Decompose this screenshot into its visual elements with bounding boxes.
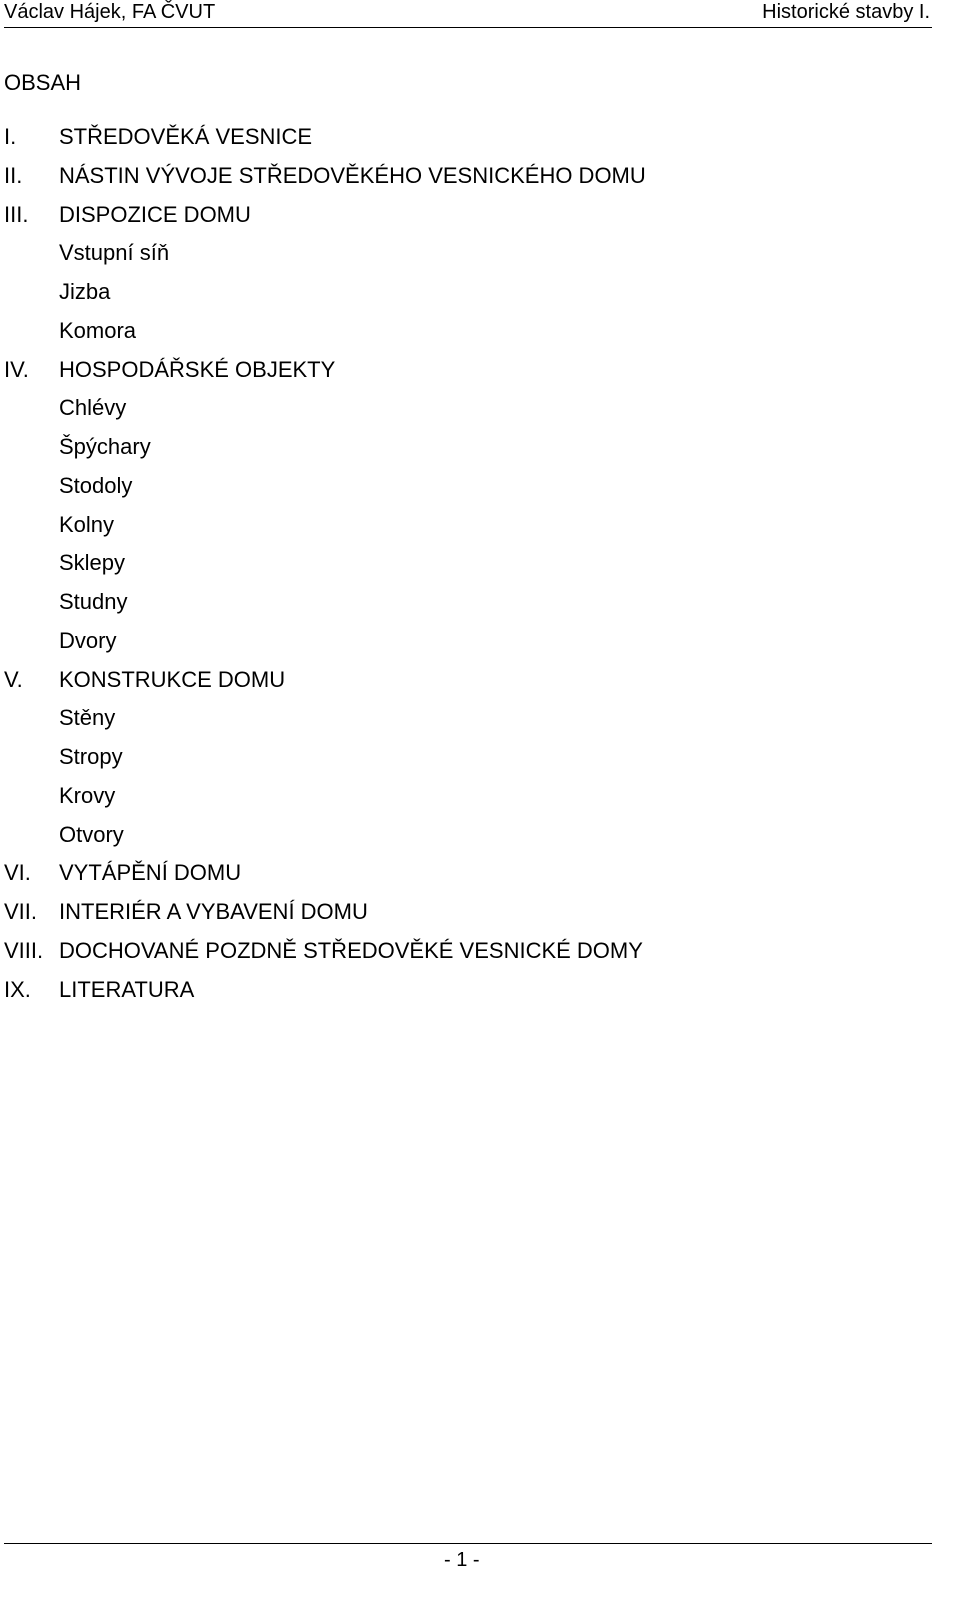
toc-entry-number: IX. (4, 976, 31, 1002)
toc-subentry-text: Otvory (59, 821, 124, 847)
toc-subentry-text: Kolny (59, 511, 115, 537)
toc-subentry-text: Jizba (59, 279, 111, 304)
toc-subentry-text: Špýchary (59, 434, 151, 459)
toc-entry-text: LITERATURA (59, 976, 195, 1002)
page-number: - 1 - (444, 1549, 480, 1571)
toc-entry-text: INTERIÉR A VYBAVENÍ DOMU (59, 899, 368, 924)
toc-entry-text: KONSTRUKCE DOMU (59, 666, 286, 692)
toc-entry-text: STŘEDOVĚKÁ VESNICE (59, 124, 313, 149)
toc-title: OBSAH (4, 70, 82, 95)
toc-entry-number: VIII. (4, 937, 44, 963)
toc-subentry-text: Stodoly (59, 472, 133, 498)
toc-entry-number: VII. (4, 899, 38, 924)
toc-entry-number: I. (4, 124, 17, 149)
toc-subentry-text: Dvory (59, 627, 117, 653)
toc-subentry-text: Sklepy (59, 550, 126, 576)
toc-subentry-text: Vstupní síň (59, 240, 170, 266)
toc-entry-number: V. (4, 666, 23, 692)
toc-subentry-text: Stropy (59, 744, 123, 769)
toc-entry-text: NÁSTIN VÝVOJE STŘEDOVĚKÉHO VESNICKÉHO DOMU (59, 162, 646, 188)
toc-entry-text: DISPOZICE DOMU (59, 201, 251, 227)
toc-subentry-text: Stěny (59, 705, 116, 731)
header-course-title: Historické stavby I. (762, 1, 930, 23)
toc-subentry-text: Komora (59, 317, 137, 343)
toc-entry-number: II. (4, 162, 23, 188)
toc-entry-text: HOSPODÁŘSKÉ OBJEKTY (59, 356, 336, 382)
header-author: Václav Hájek, FA ČVUT (4, 1, 216, 23)
toc-entry-number: IV. (4, 356, 29, 382)
page-footer (4, 1543, 932, 1584)
toc-subentry-text: Chlévy (59, 395, 127, 421)
toc-entry-text: DOCHOVANÉ POZDNĚ STŘEDOVĚKÉ VESNICKÉ DOMY (59, 937, 643, 963)
toc-entry-number: III. (4, 201, 29, 227)
toc-subentry-text: Studny (59, 589, 128, 614)
toc-entry-number: VI. (4, 860, 31, 886)
toc-subentry-text: Krovy (59, 782, 116, 808)
toc-entry-text: VYTÁPĚNÍ DOMU (59, 860, 242, 886)
page-header (4, 0, 932, 28)
